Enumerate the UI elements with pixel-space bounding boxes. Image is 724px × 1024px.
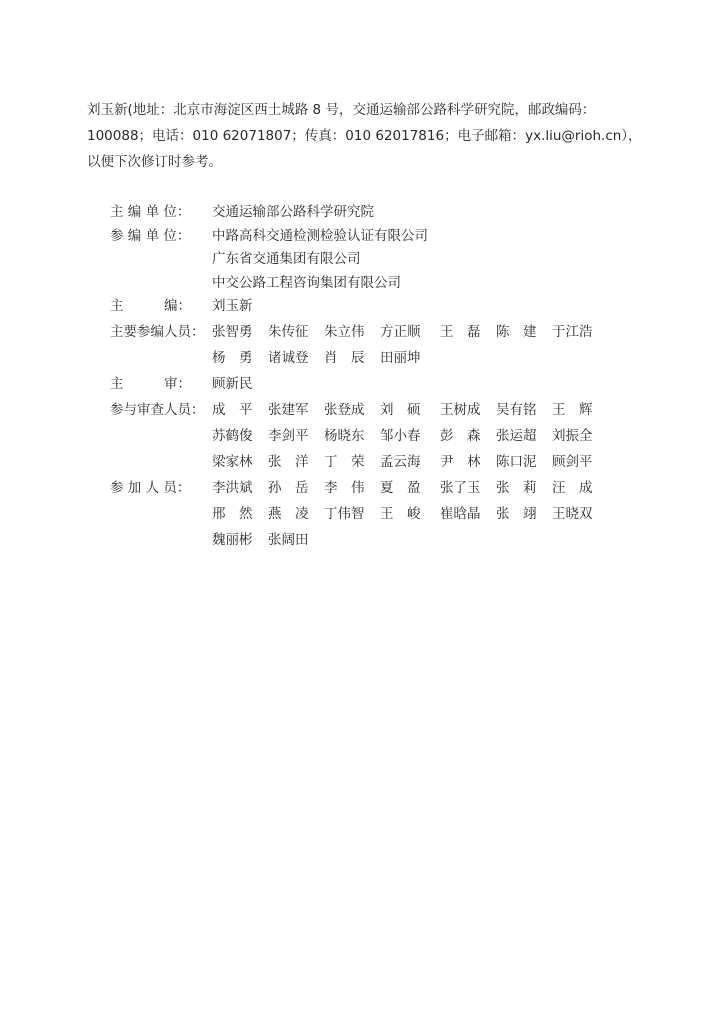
name: 吴有铭 <box>496 401 537 418</box>
name-list <box>212 449 608 475</box>
name: 尹 林 <box>440 453 481 470</box>
participants-label: 参 加 人 员： <box>110 479 191 496</box>
chief-reviewer-value: 顾新民 <box>212 375 253 392</box>
chief-editor-row <box>110 295 710 319</box>
name: 孟云海 <box>380 453 421 470</box>
participating-units-label: 参 编 单 位： <box>110 227 191 244</box>
name: 丁伟智 <box>324 505 365 522</box>
chief-editor-value: 刘玉新 <box>212 298 253 314</box>
name: 张登成 <box>324 401 365 418</box>
name: 张阔田 <box>268 531 309 548</box>
intro-line-1: 刘玉新(地址：北京市海淀区西土城路 8 号，交通运输部公路科学研究院，邮政编码： <box>87 102 596 118</box>
name: 丁 荣 <box>324 453 365 470</box>
name: 崔晗晶 <box>440 505 481 522</box>
participating-unit-1: 中路高科交通检测检验认证有限公司 <box>212 227 428 244</box>
name: 刘振全 <box>552 427 593 444</box>
chief-unit-row <box>110 201 710 225</box>
name-list <box>212 501 608 527</box>
name: 杨晓东 <box>324 427 365 444</box>
credits-block <box>110 201 710 553</box>
name: 陈 建 <box>496 323 537 340</box>
name-list <box>212 423 608 449</box>
participating-units-row-2 <box>110 248 710 272</box>
name: 陈口泥 <box>496 453 537 470</box>
name: 夏 盈 <box>380 479 421 496</box>
participating-units-row <box>110 225 710 249</box>
participants-row-3 <box>110 527 710 553</box>
name: 朱立伟 <box>324 323 365 340</box>
chief-reviewer-row <box>110 371 710 397</box>
name-list <box>212 397 608 423</box>
name: 苏鹤俊 <box>212 427 253 444</box>
chief-unit-label: 主 编 单 位： <box>110 204 191 220</box>
name: 方正顺 <box>380 323 421 340</box>
name: 王树成 <box>440 401 481 418</box>
name: 顾剑平 <box>552 453 593 470</box>
name: 李剑平 <box>268 427 309 444</box>
intro-paragraph <box>87 97 687 175</box>
reviewers-row-1 <box>110 397 710 423</box>
name: 杨 勇 <box>212 349 253 366</box>
name: 肖 辰 <box>324 349 365 366</box>
name: 王晓双 <box>552 505 593 522</box>
reviewers-row-3 <box>110 449 710 475</box>
chief-editor-label: 主 编： <box>110 298 191 314</box>
name: 成 平 <box>212 401 253 418</box>
name: 王 磊 <box>440 323 481 340</box>
name: 于江浩 <box>552 323 593 340</box>
name: 刘 硕 <box>380 401 421 418</box>
name: 汪 成 <box>552 479 593 496</box>
main-authors-row-2 <box>110 345 710 371</box>
name-list <box>212 527 324 553</box>
name: 王 辉 <box>552 401 593 418</box>
participants-row-1 <box>110 475 710 501</box>
name: 张 翊 <box>496 505 537 522</box>
name: 朱传征 <box>268 323 309 340</box>
name: 邢 然 <box>212 505 253 522</box>
participants-row-2 <box>110 501 710 527</box>
name: 诸诚登 <box>268 349 309 366</box>
participating-units-row-3 <box>110 272 710 296</box>
intro-line-2: 100088；电话：010 62071807；传真：010 62017816；电子邮箱：yx.liu@rioh.cn）， <box>87 128 642 144</box>
name: 张 洋 <box>268 453 309 470</box>
chief-unit-value: 交通运输部公路科学研究院 <box>212 204 374 220</box>
participating-unit-2: 广东省交通集团有限公司 <box>212 251 361 267</box>
name: 彭 森 <box>440 427 481 444</box>
name: 李 伟 <box>324 479 365 496</box>
reviewers-row-2 <box>110 423 710 449</box>
main-authors-row-1 <box>110 319 710 345</box>
name-list <box>212 475 608 501</box>
name: 孙 岳 <box>268 479 309 496</box>
name: 李洪斌 <box>212 479 253 496</box>
name-list <box>212 345 440 371</box>
name: 张了玉 <box>440 479 481 496</box>
name: 张运超 <box>496 427 537 444</box>
name: 邹小春 <box>380 427 421 444</box>
name: 田丽坤 <box>380 349 421 366</box>
name-list <box>212 319 608 345</box>
name: 梁家林 <box>212 453 253 470</box>
name: 魏丽彬 <box>212 531 253 548</box>
participating-unit-3: 中交公路工程咨询集团有限公司 <box>212 274 401 291</box>
intro-line-3: 以便下次修订时参考。 <box>87 154 222 170</box>
main-authors-label: 主要参编人员： <box>110 323 205 340</box>
name: 张建军 <box>268 401 309 418</box>
chief-reviewer-label: 主 审： <box>110 375 191 392</box>
name: 张智勇 <box>212 323 253 340</box>
name: 燕 凌 <box>268 505 309 522</box>
name: 王 峻 <box>380 505 421 522</box>
reviewers-label: 参与审查人员： <box>110 401 205 418</box>
name: 张 莉 <box>496 479 537 496</box>
